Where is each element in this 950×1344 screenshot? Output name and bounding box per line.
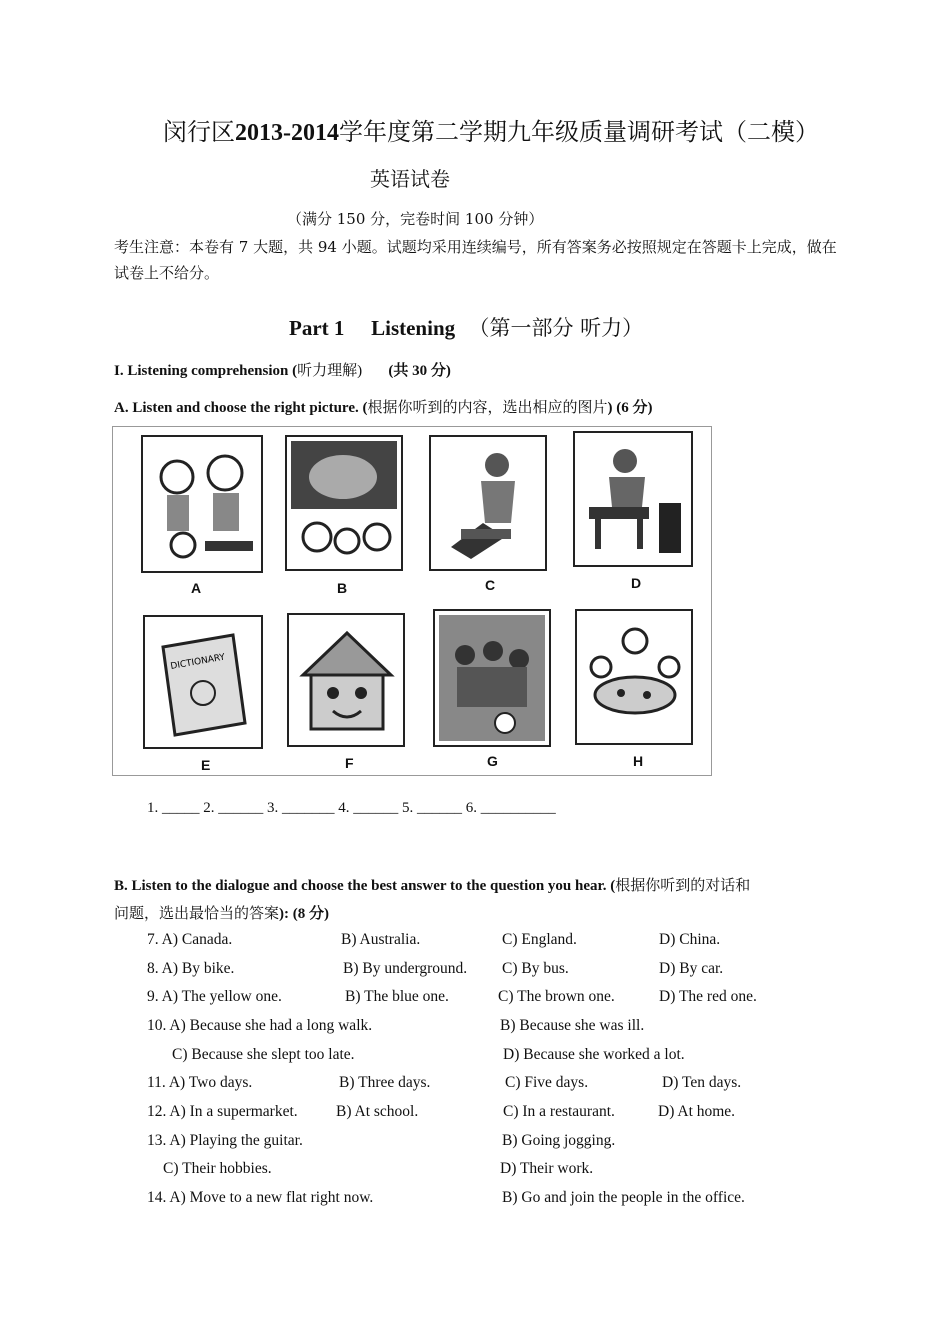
q10-option-d: D) Because she worked a lot. <box>503 1046 685 1063</box>
q10-option-b: B) Because she was ill. <box>500 1017 645 1034</box>
picture-label-c: C <box>485 577 496 593</box>
q9-option-b: B) The blue one. <box>345 988 449 1005</box>
q13-option-a: 13. A) Playing the guitar. <box>147 1132 303 1149</box>
q14-option-a: 14. A) Move to a new flat right now. <box>147 1189 374 1206</box>
q10-option-a: 10. A) Because she had a long walk. <box>147 1017 373 1034</box>
children-playing-icon <box>435 611 549 745</box>
picture-d <box>573 431 693 567</box>
picture-label-f: F <box>345 755 354 771</box>
q7-option-c: C) England. <box>502 931 577 948</box>
q9-option-c: C) The brown one. <box>498 988 615 1005</box>
svg-text:DICTIONARY: DICTIONARY <box>169 652 226 672</box>
q9-option-a: 9. A) The yellow one. <box>147 988 282 1005</box>
picture-label-g: G <box>487 753 498 769</box>
q10-option-c: C) Because she slept too late. <box>172 1046 355 1063</box>
q9-option-d: D) The red one. <box>659 988 757 1005</box>
dictionary-icon <box>145 617 261 747</box>
picture-g <box>433 609 551 747</box>
boy-icon <box>431 437 545 569</box>
dog-icon <box>287 437 401 569</box>
q11-option-c: C) Five days. <box>505 1074 589 1091</box>
q8-option-b: B) By underground. <box>343 960 468 977</box>
section-b-heading-cont: 问题，选出最恰当的答案): (8 分) <box>114 906 329 922</box>
picture-b <box>285 435 403 571</box>
picture-c <box>429 435 547 571</box>
q8-option-a: 8. A) By bike. <box>147 960 235 977</box>
picture-label-h: H <box>633 753 644 769</box>
fitness-icon <box>143 437 261 571</box>
q12-option-b: B) At school. <box>336 1103 419 1120</box>
q13-option-b: B) Going jogging. <box>502 1132 616 1149</box>
q8-option-c: C) By bus. <box>502 960 569 977</box>
section-a-heading: A. Listen and choose the right picture. (根据你听到的内容，选出相应的图片) (6 分) <box>114 400 653 416</box>
page-subtitle: 英语试卷 <box>370 167 450 191</box>
q11-option-a: 11. A) Two days. <box>147 1074 253 1091</box>
answer-blanks: 1. _____ 2. ______ 3. _______ 4. ______ 5. ______ 6. __________ <box>147 800 556 816</box>
picture-label-d: D <box>631 575 642 591</box>
picture-e <box>143 615 263 749</box>
q11-option-b: B) Three days. <box>339 1074 431 1091</box>
score-note: （满分 150 分，完卷时间 100 分钟） <box>287 210 544 228</box>
q8-option-d: D) By car. <box>659 960 724 977</box>
exam-notice: 考生注意：本卷有 7 大题，共 94 小题。试题均采用连续编号，所有答案务必按照规定在答题卡上完成，做在试卷上不给分。 <box>114 238 837 282</box>
picture-panel <box>112 426 712 776</box>
man-working-icon <box>575 433 691 565</box>
q12-option-c: C) In a restaurant. <box>503 1103 615 1120</box>
picture-a <box>141 435 263 573</box>
picture-label-a: A <box>191 580 202 596</box>
q7-option-a: 7. A) Canada. <box>147 931 233 948</box>
q13-option-d: D) Their work. <box>500 1160 594 1177</box>
q11-option-d: D) Ten days. <box>662 1074 742 1091</box>
section-b-heading: B. Listen to the dialogue and choose the best answer to the question you hear. (根据你听到的对话和 <box>114 878 751 894</box>
house-icon <box>289 615 403 745</box>
dinner-party-icon <box>577 611 691 743</box>
picture-h <box>575 609 693 745</box>
q7-option-b: B) Australia. <box>341 931 421 948</box>
q12-option-d: D) At home. <box>658 1103 736 1120</box>
q7-option-d: D) China. <box>659 931 721 948</box>
picture-label-b: B <box>337 580 348 596</box>
q14-option-b: B) Go and join the people in the office. <box>502 1189 745 1206</box>
q12-option-a: 12. A) In a supermarket. <box>147 1103 298 1120</box>
section-1-heading: I. Listening comprehension (听力理解) (共 30 分) <box>114 363 451 379</box>
picture-f <box>287 613 405 747</box>
part-heading: Part 1 Listening （第一部分 听力） <box>289 316 644 340</box>
q13-option-c: C) Their hobbies. <box>163 1160 272 1177</box>
page-title: 闵行区2013-2014学年度第二学期九年级质量调研考试（二模） <box>163 118 819 146</box>
picture-label-e: E <box>201 757 211 773</box>
